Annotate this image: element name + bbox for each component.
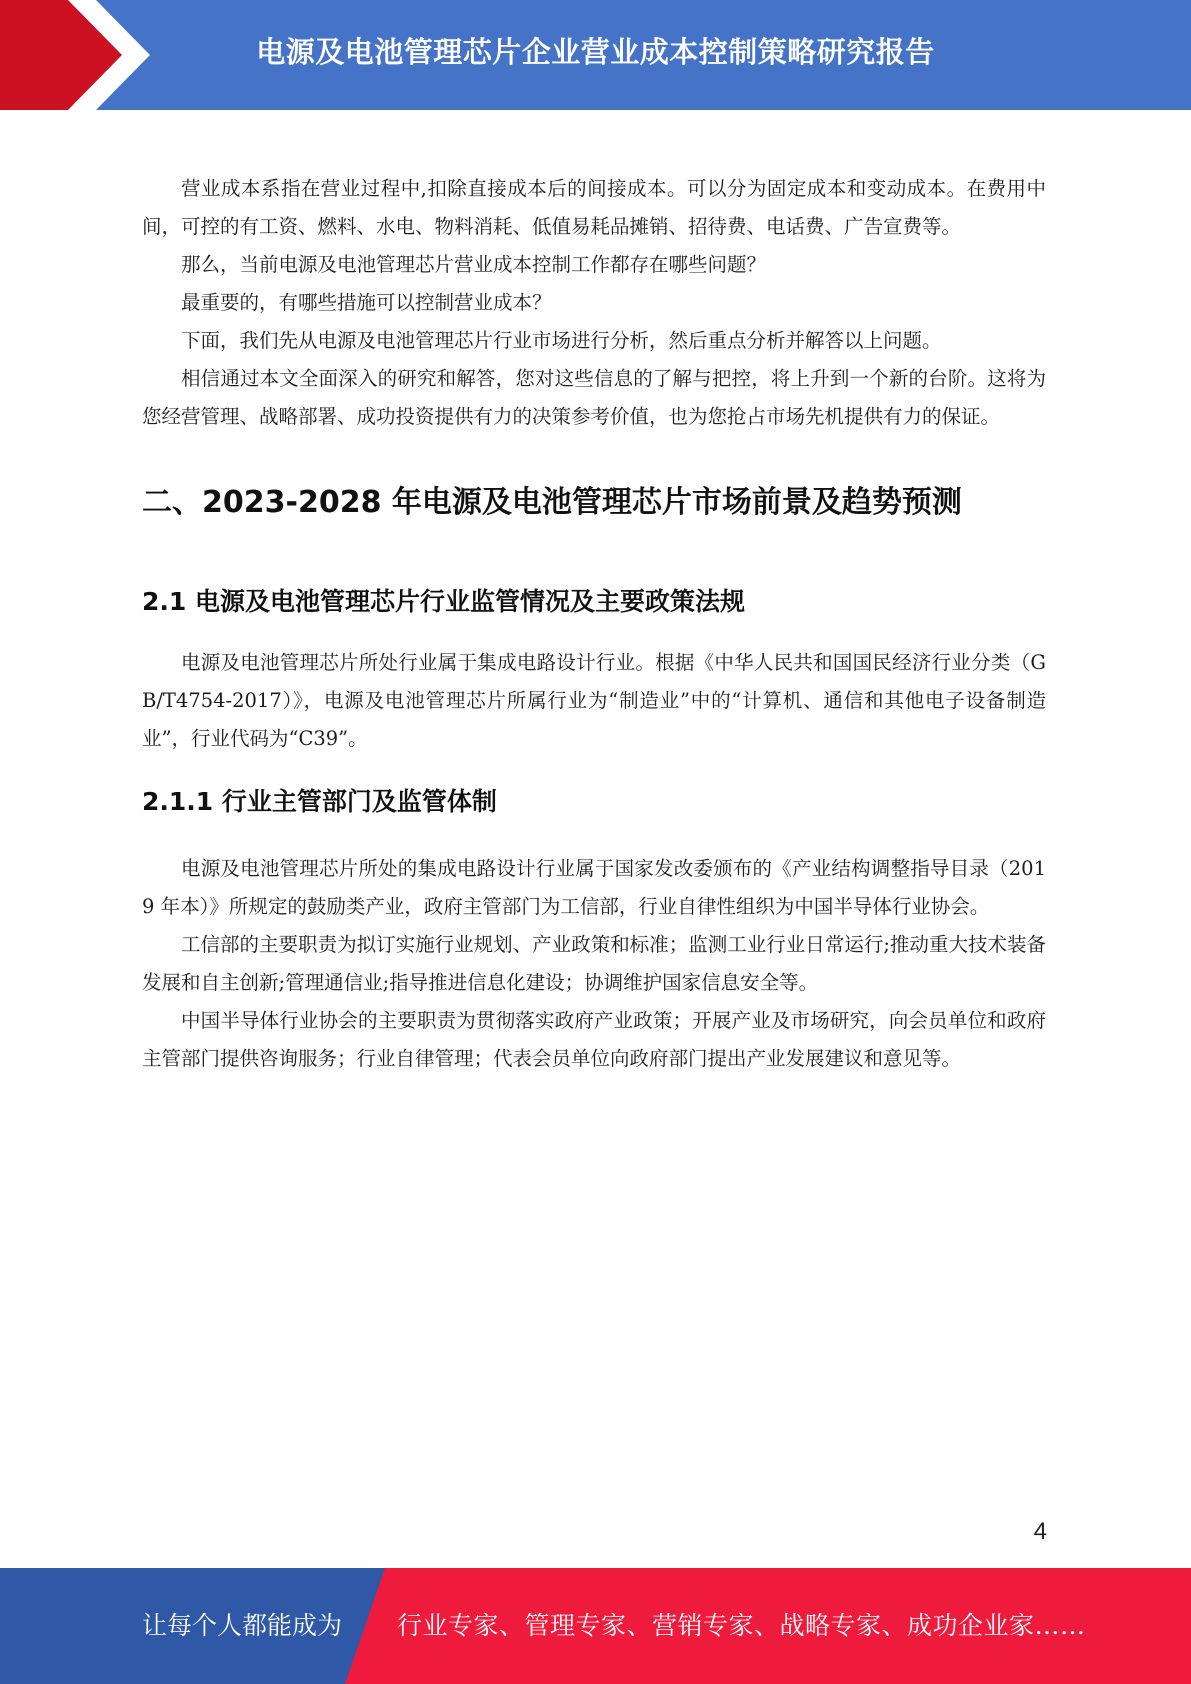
section-2-heading: 二、2023-2028 年电源及电池管理芯片市场前景及趋势预测: [142, 485, 962, 520]
section-2-1-1-paragraph-1: 电源及电池管理芯片所处的集成电路设计行业属于国家发改委颁布的《产业结构调整指导目录（2019 年本）》所规定的鼓励类产业，政府主管部门为工信部，行业自律性组织为中国半导体行业协会。: [142, 857, 1046, 918]
footer-slogan-left: 让每个人都能成为: [142, 1611, 343, 1640]
header-band: [0, 0, 1191, 110]
footer-band: [0, 1568, 1191, 1684]
section-2-1-1-paragraph-2: 工信部的主要职责为拟订实施行业规划、产业政策和标准；监测工业行业日常运行;推动重大技术装备发展和自主创新;管理通信业;指导推进信息化建设；协调维护国家信息安全等。: [142, 933, 1046, 994]
intro-question-2: 最重要的，有哪些措施可以控制营业成本？: [181, 291, 552, 314]
report-title: 电源及电池管理芯片企业营业成本控制策略研究报告: [256, 35, 935, 69]
intro-paragraph-4: 相信通过本文全面深入的研究和解答，您对这些信息的了解与把控，将上升到一个新的台阶。这将为您经营管理、战略部署、成功投资提供有力的决策参考价值，也为您抢占市场先机提供有力的保证。: [142, 367, 1046, 428]
section-2-1-heading: 2.1 电源及电池管理芯片行业监管情况及主要政策法规: [142, 587, 745, 616]
page-number: 4: [1033, 1518, 1047, 1545]
section-2-1-1-heading: 2.1.1 行业主管部门及监管体制: [142, 787, 497, 816]
section-2-1-paragraph: 电源及电池管理芯片所处行业属于集成电路设计行业。根据《中华人民共和国国民经济行业分类（GB/T4754-2017）》，电源及电池管理芯片所属行业为“制造业”中的“计算机、通信和其他电子设备制造业”，行业代码为“C39”。: [142, 651, 1046, 750]
document-body: [142, 170, 1046, 1078]
intro-paragraph-3: 下面，我们先从电源及电池管理芯片行业市场进行分析，然后重点分析并解答以上问题。: [181, 329, 942, 352]
section-2-1-1-paragraph-3: 中国半导体行业协会的主要职责为贯彻落实政府产业政策；开展产业及市场研究，向会员单位和政府主管部门提供咨询服务；行业自律管理；代表会员单位向政府部门提出产业发展建议和意见等。: [142, 1009, 1046, 1070]
footer-slogan-right: 行业专家、管理专家、营销专家、战略专家、成功企业家……: [397, 1611, 1086, 1640]
intro-paragraph-1: 营业成本系指在营业过程中,扣除直接成本后的间接成本。可以分为固定成本和变动成本。在费用中间，可控的有工资、燃料、水电、物料消耗、低值易耗品摊销、招待费、电话费、广告宣费等。: [142, 177, 1046, 238]
intro-question-1: 那么，当前电源及电池管理芯片营业成本控制工作都存在哪些问题？: [181, 253, 767, 276]
